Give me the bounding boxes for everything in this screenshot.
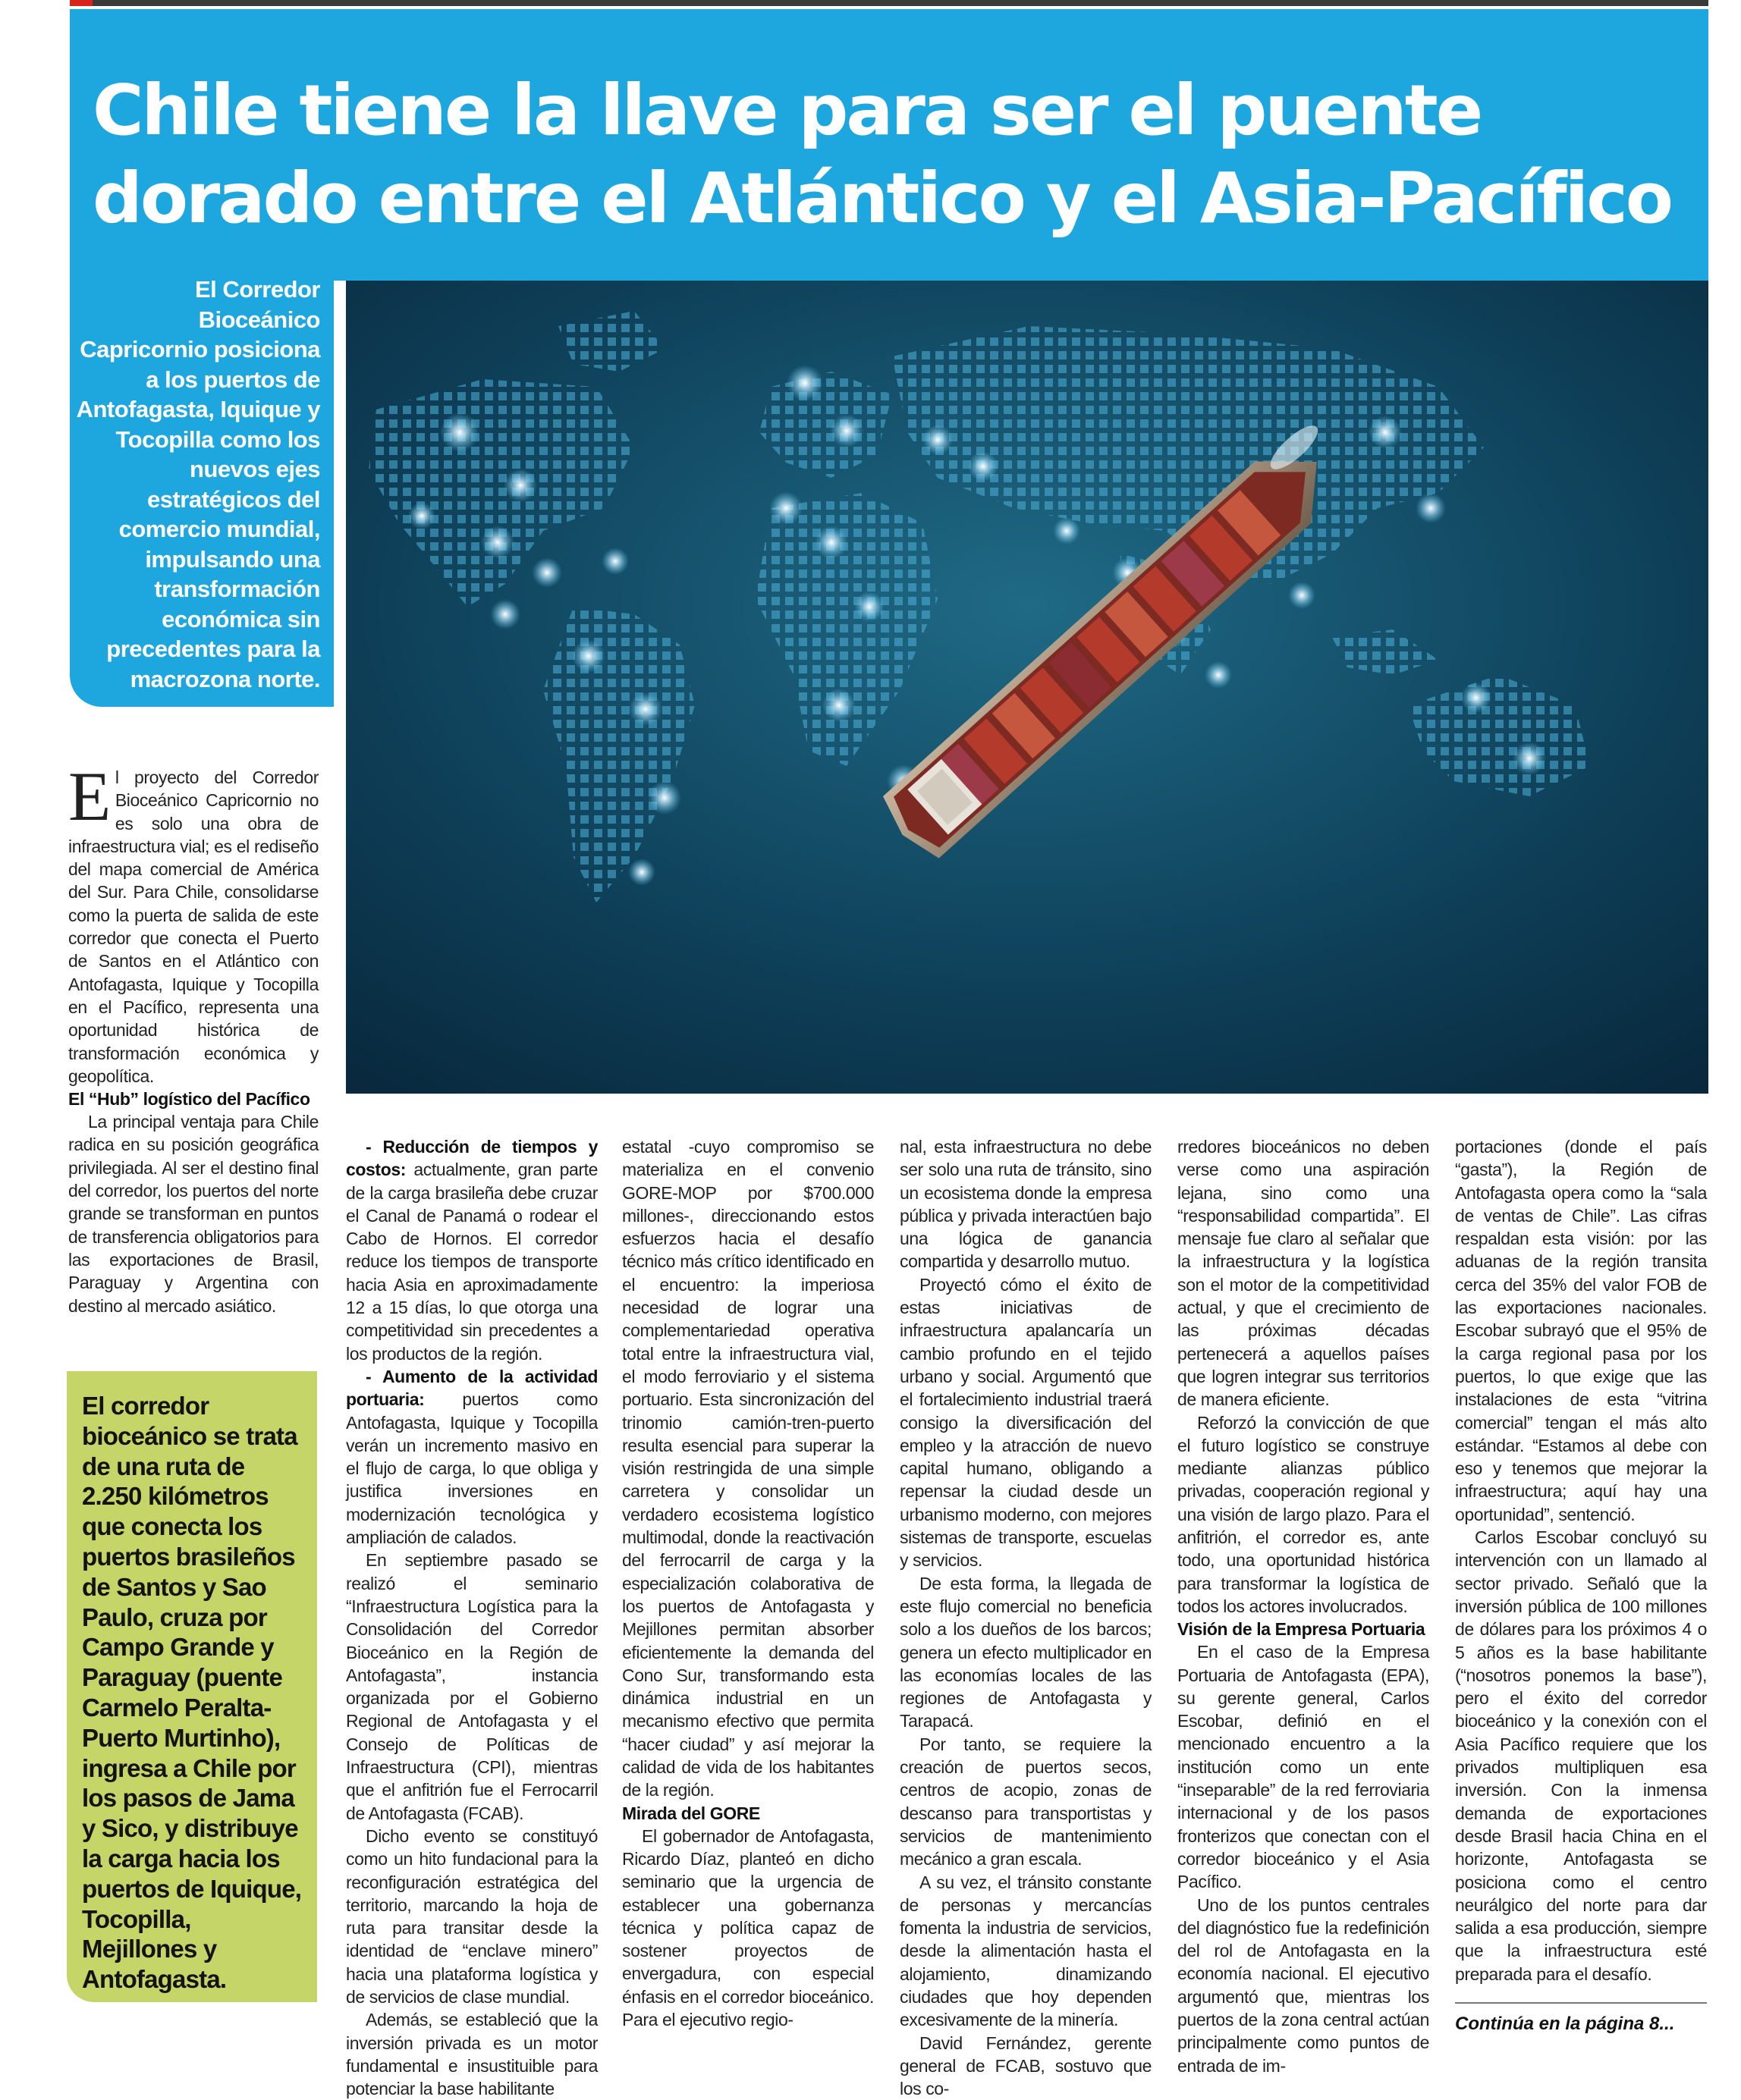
paragraph: rredores bioceánicos no deben verse como una aspiración lejana, sino como una “responsabilidad compartida”. El mensaje fue claro al señalar que la infraestructura y la logística son el motor de la competitividad actual, y que el crecimiento de las próximas décadas pertenecerá a aquellos países que logren integrar sus territorios de manera eficiente. <box>1177 1137 1429 1410</box>
paragraph: En septiembre pasado se realizó el seminario “Infraestructura Logística para la Consolidación del Corredor Bioceánico en la Región de Antofagasta”, instancia organizada por el Gobierno Regional de Antofagasta y el Consejo de Políticas de Infraestructura (CPI), mientras que el anfitrión fue el Ferrocarril de Antofagasta (FCAB). <box>346 1550 598 1823</box>
column-4 <box>900 1135 1152 2100</box>
paragraph: En el caso de la Empresa Portuaria de Antofagasta (EPA), su gerente general, Carlos Escobar, definió en el mencionado encuentro a la institución como un ente “inseparable” de la red ferroviaria internacional y de los pasos fronterizos que conectan con el corredor bioceánico y el Asia Pacífico. <box>1177 1642 1429 1892</box>
subhead-epa: Visión de la Empresa Portuaria <box>1177 1619 1425 1640</box>
ship-photo <box>346 281 1708 1094</box>
paragraph: estatal -cuyo compromiso se materializa en el convenio GORE-MOP por $700.000 millones-, direccionando estos esfuerzos hacia el desafío técnico más crítico identificado en el encuentro: la imperiosa necesidad de lograr una complementariedad operativa total entre la infraestructura vial, el modo ferroviario y el sistema portuario. Esta sincronización del trinomio camión-tren-puerto resulta esencial para superar la visión restringida de una simple carretera y consolidar un verdadero ecosistema logístico multimodal, donde la reactivación del ferrocarril de carga y la especialización colaborativa de los puertos de Antofagasta y Mejillones permitan absorber eficientemente la demanda del Cono Sur, transformando esta dinámica industrial en un mecanismo efectivo que permita “hacer ciudad” y así mejorar la calidad de vida de los habitantes de la región. <box>622 1137 874 1800</box>
paragraph: David Fernández, gerente general de FCAB, sostuvo que los co- <box>900 2033 1152 2099</box>
paragraph: Dicho evento se constituyó como un hito fundacional para la reconfiguración estratégica del territorio, marcando la hoja de ruta para transitar desde la identidad de “enclave minero” hacia una plataforma logística y de servicios de clase mundial. <box>346 1825 598 2007</box>
paragraph: Carlos Escobar concluyó su intervención con un llamado al sector privado. Señaló que la inversión pública de 100 millones de dólares para los próximos 4 o 5 años es la base habilitante (“nosotros ponemos la base”), pero el éxito del corredor bioceánico y la conexión con el Asia Pacífico requiere que los privados multipliquen esa inversión. Con la inmensa demanda de exportaciones desde Brasil hacia China en el horizonte, Antofagasta se posiciona como el centro neurálgico del norte para dar salida a esa producción, siempre que la infraestructura esté preparada para el desafío. <box>1455 1527 1707 1984</box>
subhead-gore: Mirada del GORE <box>622 1803 760 1823</box>
paragraph: portaciones (donde el país “gasta”), la Región de Antofagasta opera como la “sala de ventas de Chile”. Las cifras respaldan esta visión: por las aduanas de la región transita cerca del 35% del valor FOB de las exportaciones nacionales. Escobar subrayó que el 95% de la carga regional pasa por los puertos, lo que exige que las instalaciones de esta “vitrina comercial” tengan el más alto estándar. “Estamos al debe con eso y tenemos que mejorar la infraestructura; aquí hay una oportunidad”, sentenció. <box>1455 1137 1707 1524</box>
paragraph: Además, se estableció que la inversión privada es un motor fundamental e insustituible para potenciar la base habilitante <box>346 2010 598 2099</box>
paragraph: El gobernador de Antofagasta, Ricardo Díaz, planteó en dicho seminario que la urgencia de establecer una gobernanza técnica y política capaz de sostener proyectos de envergadura, con especial énfasis en el corredor bioceánico. Para el ejecutivo regio- <box>622 1825 874 2029</box>
headline: Chile tiene la llave para ser el puente dorado entre el Atlántico y el Asia-Pacífico <box>93 70 1671 239</box>
column-5 <box>1177 1135 1429 2077</box>
dek: El Corredor Bioceánico Capricornio posiciona a los puertos de Antofagasta, Iquique y Tocopilla como los nuevos ejes estratégicos del comercio mundial, impulsando una transformación económica sin precedentes para la macrozona norte. <box>76 276 320 692</box>
highlight-box <box>67 1371 317 2002</box>
column-3 <box>622 1135 874 2031</box>
bullet-text: puertos como Antofagasta, Iquique y Tocopilla verán un incremento masivo en el flujo de carga, lo que obliga y justifica inversiones en modernización tecnológica y ampliación de calados. <box>346 1389 598 1548</box>
bullet-lead: - Reducción de tiempos y costos: <box>346 1137 598 1180</box>
column-2 <box>346 1135 598 2100</box>
paragraph: A su vez, el tránsito constante de personas y mercancías fomenta la industria de servicios, desde la alimentación hasta el alojamiento, dinamizando ciudades que hoy dependen excesivamente de la minería. <box>900 1872 1152 2030</box>
paragraph: Por tanto, se requiere la creación de puertos secos, centros de acopio, zonas de descanso para transportistas y servicios de mantenimiento mecánico a gran escala. <box>900 1734 1152 1869</box>
paragraph: De esta forma, la llegada de este flujo comercial no beneficia solo a los dueños de los barcos; genera un efecto multiplicador en las economías locales de las regiones de Antofagasta y Tarapacá. <box>900 1573 1152 1731</box>
column-6 <box>1455 1135 1707 1985</box>
highlight-text: El corredor bioceánico se trata de una ruta de 2.250 kilómetros que conecta los puertos brasileños de Santos y Sao Paulo, cruza por Campo Grande y Paraguay (puente Carmelo Peralta-Puerto Murtinho), ingresa a Chile por los pasos de Jama y Sico, y distribuye la carga hacia los puertos de Iquique, Tocopilla, Mejillones y Antofagasta. <box>82 1392 302 1994</box>
drop-cap: E <box>68 758 111 835</box>
paragraph: Uno de los puntos centrales del diagnóstico fue la redefinición del rol de Antofagasta en la economía nacional. El ejecutivo argumentó que, mientras los puertos de la zona central actúan principalmente como puntos de entrada de im- <box>1177 1894 1429 2076</box>
paragraph: Proyectó cómo el éxito de estas iniciativas de infraestructura apalancaría un cambio profundo en el tejido urbano y social. Argumentó que el fortalecimiento industrial traerá consigo la diversificación del empleo y la atracción de nuevo capital humano, obligando a repensar la ciudad desde un urbanismo moderno, con mejores sistemas de transporte, escuelas y servicios. <box>900 1274 1152 1571</box>
paragraph: nal, esta infraestructura no debe ser solo una ruta de tránsito, sino un ecosistema donde la empresa pública y privada interactúen bajo una lógica de ganancia compartida y desarrollo mutuo. <box>900 1137 1152 1272</box>
paragraph: Reforzó la convicción de que el futuro logístico se construye mediante alianzas público privadas, cooperación regional y una visión de largo plazo. Para el anfitrión, el corredor es, ante todo, una oportunidad histórica para transformar la logística de todos los actores involucrados. <box>1177 1412 1429 1616</box>
section-accent <box>70 0 93 6</box>
intro-paragraph: l proyecto del Corredor Bioceánico Capricornio no es solo una obra de infraestructura vial; es el rediseño del mapa comercial de América del Sur. Para Chile, consolidarse como la puerta de salida de este corredor que conecta el Puerto de Santos en el Atlántico con Antofagasta, Iquique y Tocopilla en el Pacífico, representa una oportunidad histórica de transformación económica y geopolítica. <box>68 767 319 1086</box>
top-rule <box>70 0 1708 6</box>
column-1 <box>68 758 319 1317</box>
continues-link[interactable]: Continúa en la página 8... <box>1455 2002 1707 2036</box>
subhead-hub: El “Hub” logístico del Pacífico <box>68 1089 310 1110</box>
bullet-lead: - Aumento de la actividad portuaria: <box>346 1366 598 1410</box>
paragraph: La principal ventaja para Chile radica en su posición geográfica privilegiada. Al ser el destino final del corredor, los puertos del norte grande se transforman en puntos de transferencia obligatorios para las exportaciones de Brasil, Paraguay y Argentina con destino al mercado asiático. <box>68 1112 319 1316</box>
bullet-text: actualmente, gran parte de la carga brasileña debe cruzar el Canal de Panamá o rodear el Cabo de Hornos. El corredor reduce los tiempos de transporte hacia Asia en aproximadamente 12 a 15 días, lo que otorga una competitividad sin precedentes a los productos de la región. <box>346 1160 598 1364</box>
container-ship-icon <box>346 281 1708 1094</box>
